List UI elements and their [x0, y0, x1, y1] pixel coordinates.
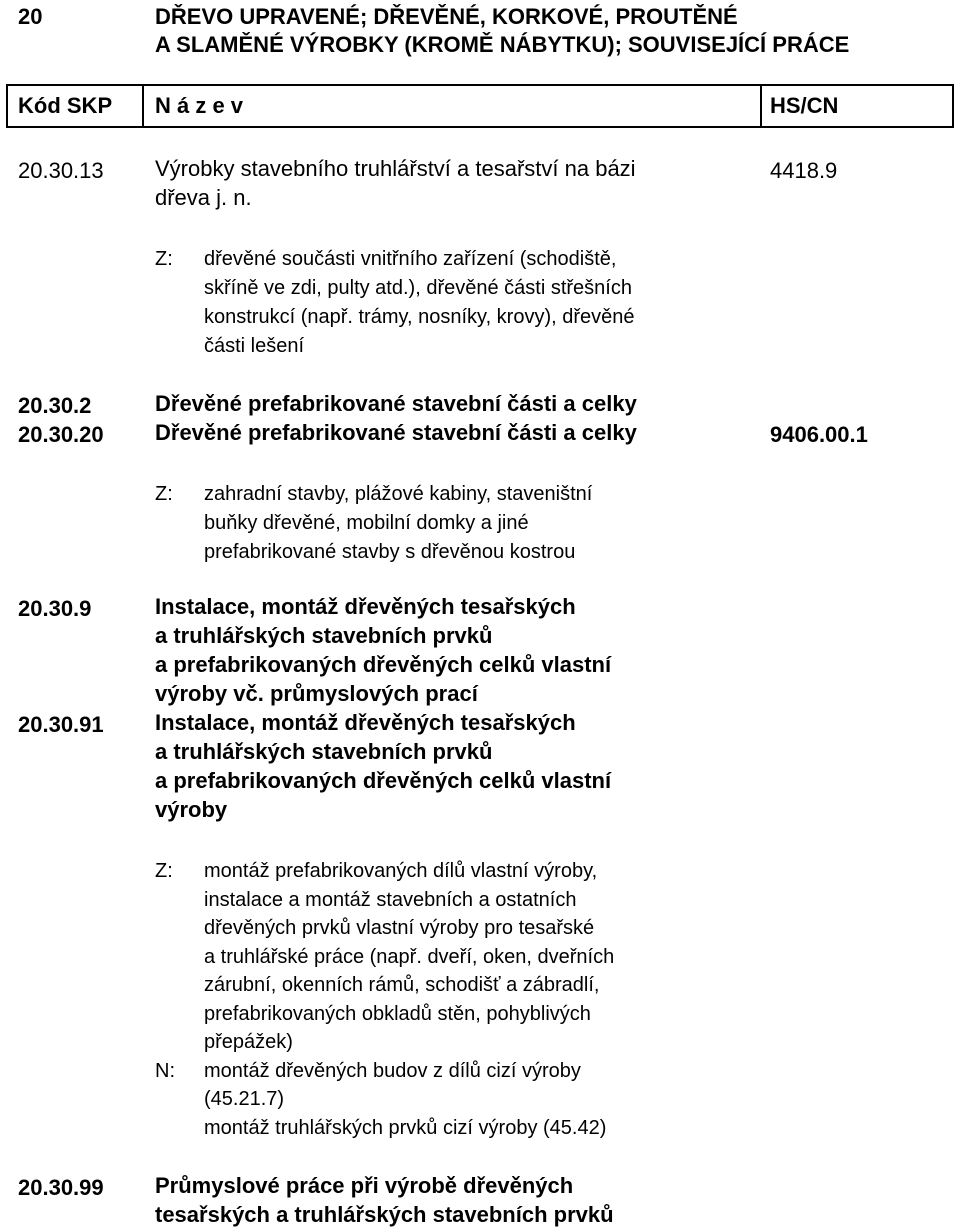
note-line: montáž prefabrikovaných dílů vlastní výroby,: [204, 860, 598, 882]
entry-name-line: dřeva j. n.: [155, 185, 252, 210]
entry-code: 20.30.9: [18, 596, 92, 621]
entry-code: 20.30.91: [18, 712, 104, 737]
note-line: části lešení: [204, 335, 305, 357]
note-line: instalace a montáž stavebních a ostatních: [204, 889, 577, 911]
note-line: prefabrikované stavby s dřevěnou kostrou: [204, 541, 576, 563]
chapter-title-line-1: DŘEVO UPRAVENÉ; DŘEVĚNÉ, KORKOVÉ, PROUTĚNÉ: [155, 4, 738, 29]
note-line: konstrukcí (např. trámy, nosníky, krovy), dřevěné: [204, 306, 635, 328]
note-line: prefabrikovaných obkladů stěn, pohyblivých: [204, 1003, 591, 1025]
entry-name-line: Dřevěné prefabrikované stavební části a celky: [155, 391, 637, 416]
entry-code: 20.30.13: [18, 158, 104, 183]
note-line: zárubní, okenních rámů, schodišť a zábradlí,: [204, 974, 600, 996]
chapter-title-line-2: A SLAMĚNÉ VÝROBKY (KROMĚ NÁBYTKU); SOUVISEJÍCÍ PRÁCE: [155, 32, 850, 57]
entry-name-line: a prefabrikovaných dřevěných celků vlastní: [155, 652, 612, 677]
entry-code: 20.30.2: [18, 393, 92, 418]
entry-name-line: a truhlářských stavebních prvků: [155, 623, 493, 648]
note-line: a truhlářské práce (např. dveří, oken, dveřních: [204, 946, 615, 968]
note-line: montáž truhlářských prvků cizí výroby (45.42): [204, 1117, 607, 1139]
entry-name-line: Dřevěné prefabrikované stavební části a celky: [155, 420, 637, 445]
entry-name-line: tesařských a truhlářských stavebních prvků: [155, 1202, 614, 1227]
note-label: Z:: [155, 483, 173, 505]
note-label: N:: [155, 1060, 175, 1082]
note-line: montáž dřevěných budov z dílů cizí výroby: [204, 1060, 581, 1082]
note-line: (45.21.7): [204, 1088, 285, 1110]
entry-name-line: výroby vč. průmyslových prací: [155, 681, 478, 706]
column-header-code: Kód SKP: [18, 93, 113, 118]
note-label: Z:: [155, 248, 173, 270]
column-divider: [142, 86, 144, 126]
entry-name-line: Instalace, montáž dřevěných tesařských: [155, 594, 576, 619]
entry-code: 20.30.99: [18, 1175, 104, 1200]
column-header-name: N á z e v: [155, 93, 244, 118]
note-line: dřevěných prvků vlastní výroby pro tesařské: [204, 917, 595, 939]
column-divider: [760, 86, 762, 126]
table-header: [6, 84, 954, 128]
entry-name-line: Průmyslové práce při výrobě dřevěných: [155, 1173, 574, 1198]
note-line: buňky dřevěné, mobilní domky a jiné: [204, 512, 529, 534]
note-line: zahradní stavby, plážové kabiny, staveništní: [204, 483, 593, 505]
entry-name-line: a truhlářských stavebních prvků: [155, 739, 493, 764]
column-header-hs: HS/CN: [770, 93, 839, 118]
note-line: skříně ve zdi, pulty atd.), dřevěné části střešních: [204, 277, 632, 299]
entry-hs-code: 4418.9: [770, 158, 838, 183]
entry-name-line: Výrobky stavebního truhlářství a tesařství na bázi: [155, 156, 636, 181]
entry-name-line: výroby: [155, 797, 228, 822]
chapter-number: 20: [18, 4, 43, 29]
entry-code: 20.30.20: [18, 422, 104, 447]
note-line: přepážek): [204, 1031, 293, 1053]
entry-name-line: Instalace, montáž dřevěných tesařských: [155, 710, 576, 735]
note-line: dřevěné součásti vnitřního zařízení (schodiště,: [204, 248, 617, 270]
entry-hs-code: 9406.00.1: [770, 422, 868, 447]
entry-name-line: a prefabrikovaných dřevěných celků vlastní: [155, 768, 612, 793]
note-label: Z:: [155, 860, 173, 882]
